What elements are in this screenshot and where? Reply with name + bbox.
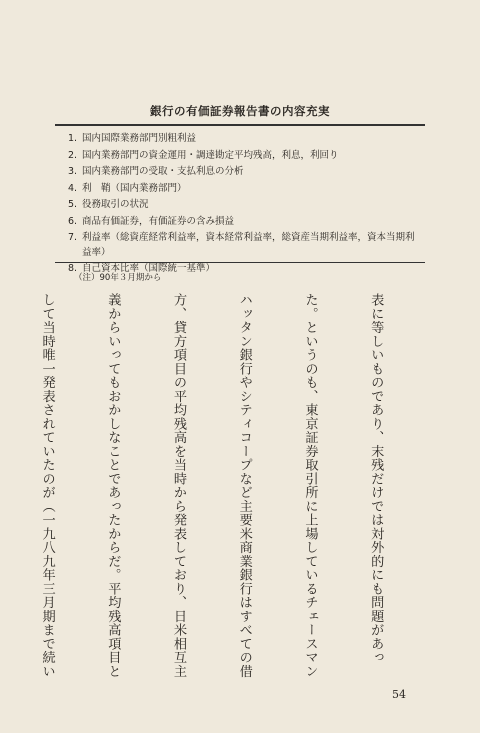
text-column: 方、貸方項目の平均残高を当時から発表しており、日米相互主	[171, 293, 187, 678]
list-item	[68, 149, 420, 164]
item-text: 国内業務部門の受取・支払利息の分析	[82, 166, 244, 177]
item-text: 利 鞘（国内業務部門）	[82, 182, 187, 194]
item-number: 8.	[68, 263, 78, 274]
item-text: 利益率（総資産経常利益率，資本経常利益率，総資産当期利益率，資本当期利益率）	[82, 232, 415, 258]
text-column: 表に等しいものであり、末残だけでは対外的にも問題があっ	[368, 293, 384, 665]
item-number: 1.	[68, 133, 78, 144]
table-top-rule	[55, 124, 425, 126]
list-item	[68, 215, 420, 230]
table-bottom-rule	[55, 262, 425, 263]
text-column: して当時唯一発表されていたのが（一九八九年三月期まで続い	[39, 293, 55, 678]
text-column: 義からいってもおかしなことであったからだ。平均残高項目と	[105, 293, 121, 678]
item-text: 国内業務部門の資金運用・調達勘定平均残高，利息，利回り	[82, 149, 339, 161]
text-column: ハッタン銀行やシティコープなど主要米商業銀行はすべての借	[236, 293, 252, 678]
item-text: 自己資本比率（国際統一基準）	[82, 263, 216, 274]
item-number: 6.	[68, 215, 78, 227]
list-item	[68, 198, 420, 213]
item-number: 4.	[68, 182, 78, 194]
item-number: 3.	[68, 166, 78, 177]
list-item	[68, 132, 420, 147]
list-item	[68, 182, 420, 197]
page-number: 54	[392, 688, 406, 701]
item-number: 5.	[68, 199, 78, 210]
text-column: た。というのも、東京証券取引所に上場しているチェースマン	[302, 293, 318, 678]
item-text: 商品有価証券，有価証券の含み損益	[82, 215, 235, 227]
list-item	[68, 165, 420, 180]
item-number: 2.	[68, 149, 78, 161]
table-title: 銀行の有価証券報告書の内容充実	[150, 104, 330, 118]
table-note: （注）90年３月期から	[74, 273, 162, 283]
vertical-body-text	[39, 293, 430, 678]
item-number: 7.	[68, 232, 78, 243]
disclosure-item-list	[68, 132, 420, 279]
item-text: 役務取引の状況	[82, 199, 149, 210]
item-text: 国内国際業務部門別粗利益	[82, 133, 197, 144]
list-item	[68, 231, 420, 260]
